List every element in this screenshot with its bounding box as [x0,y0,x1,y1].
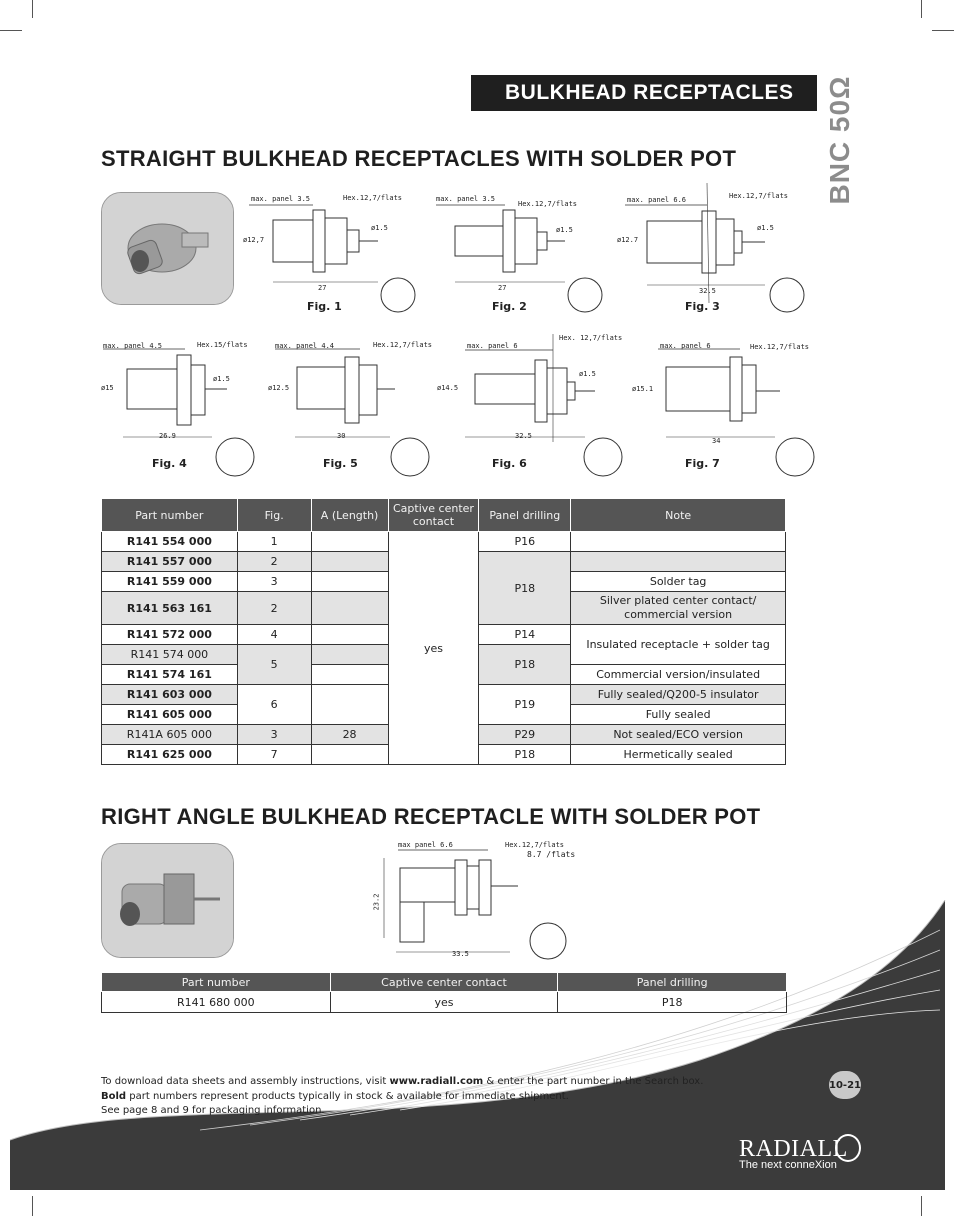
right-angle-table [101,972,787,1013]
part-number: R141 557 000 [102,552,238,572]
brand-emblem-icon [835,1134,861,1162]
table-row [102,992,787,1013]
figure-height-note: 23.2 [372,893,381,911]
figure-hex-note: Hex.12,7/flats [505,841,565,849]
crop-mark [0,30,22,31]
drilling-cell: P29 [479,725,571,745]
length-cell [311,532,388,552]
fig-cell: 6 [237,685,311,725]
section-badge: BULKHEAD RECEPTACLES [471,75,817,111]
figure-7-drawing [630,337,820,477]
figure-label: Fig. 3 [685,300,720,313]
figure-hex-note: Hex. 12,7/flats [559,334,623,342]
crop-mark [921,0,922,18]
drilling-cell: P14 [479,625,571,645]
figure-3-drawing [615,183,815,320]
vertical-product-title: BNC 50Ω [824,75,855,205]
note-cell: Commercial version/insulated [571,665,786,685]
figure-6-drawing [435,332,630,477]
figure-hex-note: Hex.12,7/flats [373,341,433,349]
figure-pin-note: ø1.5 [757,224,774,232]
column-header: Captive center contact [388,499,479,532]
figure-panel-note: max panel 6.6 [398,841,453,849]
note-cell: Insulated receptacle + solder tag [571,625,786,665]
figure-diameter-note: ø12.7 [617,236,639,244]
figure-hex-note: Hex.12,7/flats [750,343,810,351]
part-number: R141 680 000 [102,992,331,1013]
fig-cell: 2 [237,552,311,572]
figure-length-note: 34 [712,437,721,445]
figure-panel-note: max. panel 3.5 [251,195,311,203]
figure-pin-note: ø1.5 [371,224,388,232]
figure-diameter-note: ø14.5 [437,384,459,392]
part-number: R141 574 000 [102,645,238,665]
figure-length-note: 32.5 [515,432,532,440]
footer-line-bold: Bold part numbers represent products typically in stock & available for immediate shipment. [101,1090,569,1102]
figure-hex-note: Hex.12,7/flats [343,194,403,202]
part-number: R141 625 000 [102,745,238,765]
footer-line-download: To download data sheets and assembly instructions, visit www.radiall.com & enter the part number in the Search box. [101,1076,704,1087]
part-number: R141 572 000 [102,625,238,645]
part-number: R141 603 000 [102,685,238,705]
table-header-row [102,499,786,532]
figure-diameter-note: ø12.5 [268,384,290,392]
drilling-cell: P19 [479,685,571,725]
footer-line-packaging: See page 8 and 9 for packaging information. [101,1105,325,1116]
column-header: Panel drilling [558,973,787,992]
figure-hex2-note: 8.7 /flats [527,850,576,859]
figure-label: Fig. 4 [152,457,187,470]
brand-logo [739,1136,848,1171]
figure-1-drawing [243,190,418,320]
product-photo-right-angle [101,843,234,958]
column-header: Note [571,499,786,532]
note-cell: Fully sealed [571,705,786,725]
column-header: A (Length) [311,499,388,532]
fig-cell: 1 [237,532,311,552]
column-header: Fig. [237,499,311,532]
table-row [102,532,786,552]
crop-mark [932,30,954,31]
page-number: 10-21 [829,1071,861,1099]
figure-diameter-note: ø12,7 [243,236,265,244]
figure-pin-note: ø1.5 [213,375,230,383]
figure-panel-note: max. panel 4.5 [103,342,163,350]
figure-length-note: 33.5 [452,950,469,958]
drilling-cell: P18 [479,645,571,685]
part-number: R141 574 161 [102,665,238,685]
figure-length-note: 30 [337,432,346,440]
figure-diameter-note: ø15.1 [632,385,654,393]
length-cell [311,552,388,572]
figure-2-drawing [430,190,610,320]
length-cell [311,745,388,765]
part-number: R141 605 000 [102,705,238,725]
figure-length-note: 27 [318,284,327,292]
figure-label: Fig. 6 [492,457,527,470]
figure-length-note: 26.9 [159,432,176,440]
figure-length-note: 32.5 [699,287,716,295]
note-cell [571,552,786,572]
figure-panel-note: max. panel 6.6 [627,196,687,204]
captive-cell: yes [330,992,558,1013]
column-header: Part number [102,973,331,992]
website-link[interactable]: www.radiall.com [389,1076,484,1087]
figure-panel-note: max. panel 6 [467,342,518,350]
figure-hex-note: Hex.12,7/flats [518,200,578,208]
section-title-right-angle: RIGHT ANGLE BULKHEAD RECEPTACLE WITH SOLDER POT [101,804,761,829]
length-cell: 28 [311,725,388,745]
product-photo-straight [101,192,234,305]
figure-diameter-note: ø15 [101,384,114,392]
figure-5-drawing [265,337,435,477]
figure-length-note: 27 [498,284,507,292]
length-cell [311,645,388,665]
figure-hex-note: Hex.15/flats [197,341,248,349]
fig-cell: 5 [237,645,311,685]
part-number: R141 554 000 [102,532,238,552]
figure-label: Fig. 5 [323,457,358,470]
note-cell [571,532,786,552]
straight-receptacles-table [101,498,786,765]
note-cell: Hermetically sealed [571,745,786,765]
fig-cell: 3 [237,725,311,745]
length-cell [311,572,388,592]
figure-label: Fig. 1 [307,300,342,313]
part-number: R141 559 000 [102,572,238,592]
length-cell [311,592,388,625]
length-cell [311,665,388,685]
note-cell: Fully sealed/Q200-5 insulator [571,685,786,705]
note-cell: Not sealed/ECO version [571,725,786,745]
captive-cell: yes [388,532,479,765]
fig-cell: 4 [237,625,311,645]
fig-cell: 2 [237,592,311,625]
drilling-cell: P18 [558,992,787,1013]
table-header-row [102,973,787,992]
drilling-cell: P18 [479,552,571,625]
part-number: R141 563 161 [102,592,238,625]
note-cell: Solder tag [571,572,786,592]
column-header: Captive center contact [330,973,558,992]
figure-label: Fig. 2 [492,300,527,313]
length-cell [311,625,388,645]
crop-mark [32,0,33,18]
column-header: Part number [102,499,238,532]
drilling-cell: P16 [479,532,571,552]
figure-hex-note: Hex.12,7/flats [729,192,789,200]
length-cell [311,685,388,725]
footer-notes [101,1075,703,1119]
fig-cell: 3 [237,572,311,592]
fig-cell: 7 [237,745,311,765]
figure-panel-note: max. panel 4.4 [275,342,335,350]
brand-tagline: The next conneXion [739,1159,837,1171]
brand-name: RADIALL [739,1136,848,1162]
drilling-cell: P18 [479,745,571,765]
figure-pin-note: ø1.5 [579,370,596,378]
column-header: Panel drilling [479,499,571,532]
section-title-straight: STRAIGHT BULKHEAD RECEPTACLES WITH SOLDER POT [101,146,737,171]
figure-panel-note: max. panel 6 [660,342,711,350]
right-angle-drawing [370,838,580,963]
figure-4-drawing [97,337,262,477]
figure-label: Fig. 7 [685,457,720,470]
part-number: R141A 605 000 [102,725,238,745]
figure-pin-note: ø1.5 [556,226,573,234]
note-cell: Silver plated center contact/ commercial version [571,592,786,625]
figure-panel-note: max. panel 3.5 [436,195,496,203]
